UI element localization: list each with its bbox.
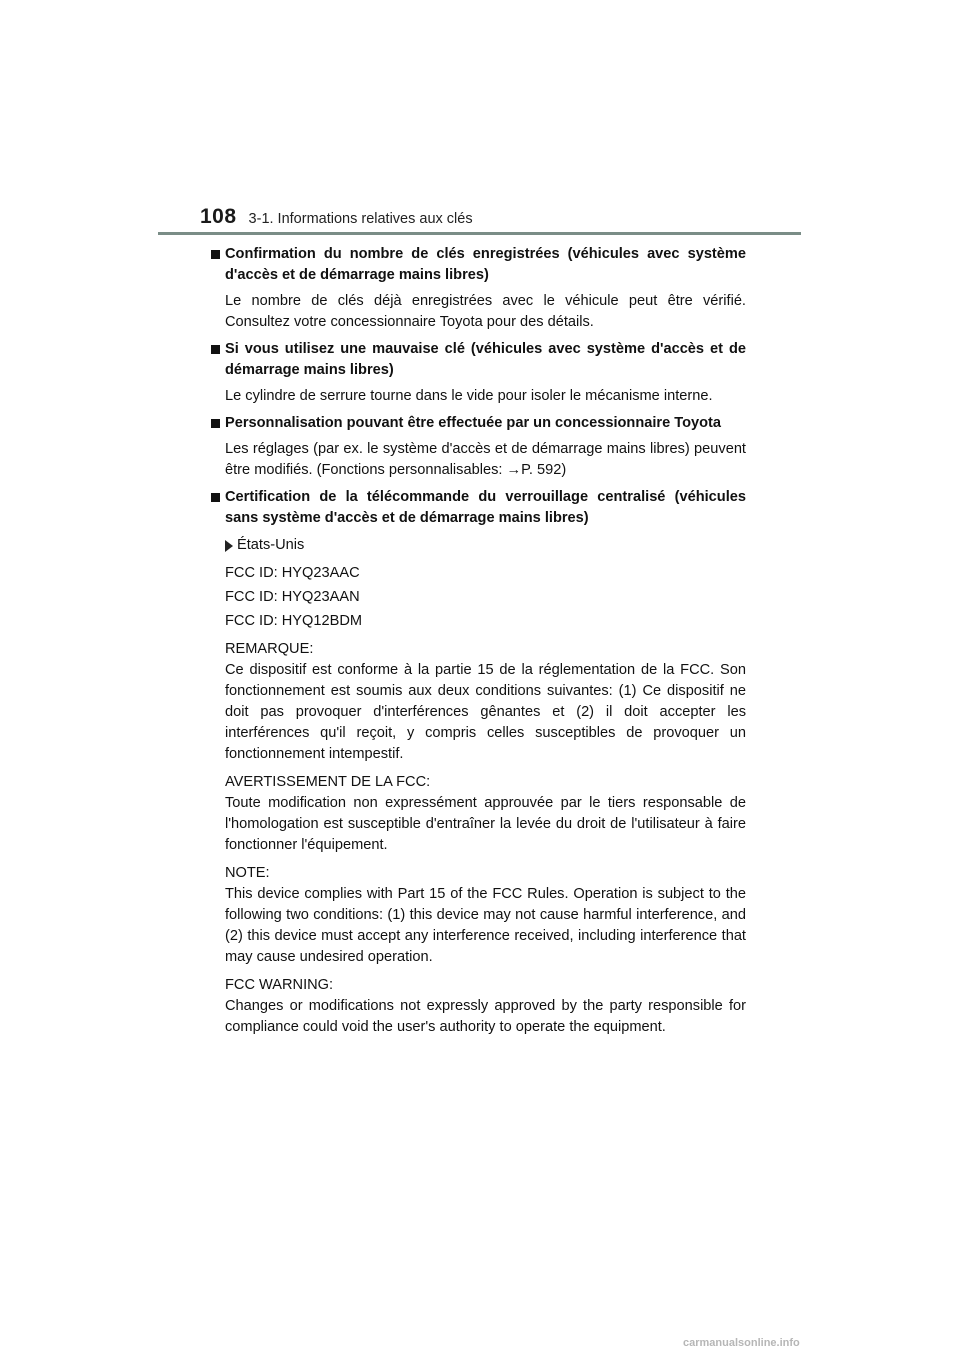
square-bullet-icon [211,345,220,354]
remarque-body: Ce dispositif est conforme à la partie 15 de la réglementation de la FCC. Son fonctionnement est soumis aux deux conditions suivantes: (1) Ce dispositif ne doit pas provoquer d'interférences gênantes et (2) il doit accepter les interférences qu'il reçoit, y compris celles susceptibles de provoquer un fonctionnement intempestif. [225,662,746,762]
fcc-id: FCC ID: HYQ23AAC [225,565,360,581]
warning-title: FCC WARNING: [225,977,334,993]
avertissement-title: AVERTISSEMENT DE LA FCC: [225,774,431,790]
warning-block [225,975,746,1038]
heading-text: Si vous utilisez une mauvaise clé (véhicules avec système d'accès et de démarrage mains libres) [225,341,746,378]
remarque-block [225,639,746,765]
note-block [225,863,746,968]
region-text: États-Unis [237,537,305,553]
avertissement-body: Toute modification non expressément approuvée par le tiers responsable de l'homologation est susceptible d'entraîner la levée du droit de l'utilisateur à faire fonctionner l'équipement. [225,795,746,853]
region-label [225,535,746,556]
square-bullet-icon [211,419,220,428]
section-body: Le cylindre de serrure tourne dans le vide pour isoler le mécanisme interne. [225,388,713,404]
section-title: 3-1. Informations relatives aux clés [248,211,473,227]
page-content [211,238,746,1038]
warning-body: Changes or modifications not expressly approved by the party responsible for compliance could void the user's authority to operate the equipment. [225,998,746,1035]
fcc-id: FCC ID: HYQ23AAN [225,589,360,605]
section-body: Les réglages (par ex. le système d'accès et de démarrage mains libres) peuvent être modifiés. (Fonctions personnalisables: →P. 592) [225,441,746,478]
header-divider [158,232,801,235]
section-heading [211,339,746,381]
section-heading [211,244,746,286]
heading-text: Certification de la télécommande du verrouillage centralisé (véhicules sans système d'accès et de démarrage mains libres) [225,489,746,526]
square-bullet-icon [211,250,220,259]
page-number: 108 [200,205,237,228]
triangle-bullet-icon [225,540,233,552]
watermark: carmanualsonline.info [683,1337,800,1349]
note-body: This device complies with Part 15 of the FCC Rules. Operation is subject to the following two conditions: (1) this device may not cause harmful interference, and (2) this device must accept any interference received, including interference that may cause undesired operation. [225,886,746,965]
section-heading [211,413,746,434]
section-body: Le nombre de clés déjà enregistrées avec le véhicule peut être vérifié. Consultez votre concessionnaire Toyota pour des détails. [225,293,746,330]
heading-text: Personnalisation pouvant être effectuée par un concessionnaire Toyota [225,415,722,431]
fcc-id: FCC ID: HYQ12BDM [225,613,363,629]
remarque-title: REMARQUE: [225,641,314,657]
section-heading [211,487,746,529]
heading-text: Confirmation du nombre de clés enregistrées (véhicules avec système d'accès et de démarrage mains libres) [225,246,746,283]
avertissement-block [225,772,746,856]
page-header [200,205,473,229]
note-title: NOTE: [225,865,270,881]
square-bullet-icon [211,493,220,502]
